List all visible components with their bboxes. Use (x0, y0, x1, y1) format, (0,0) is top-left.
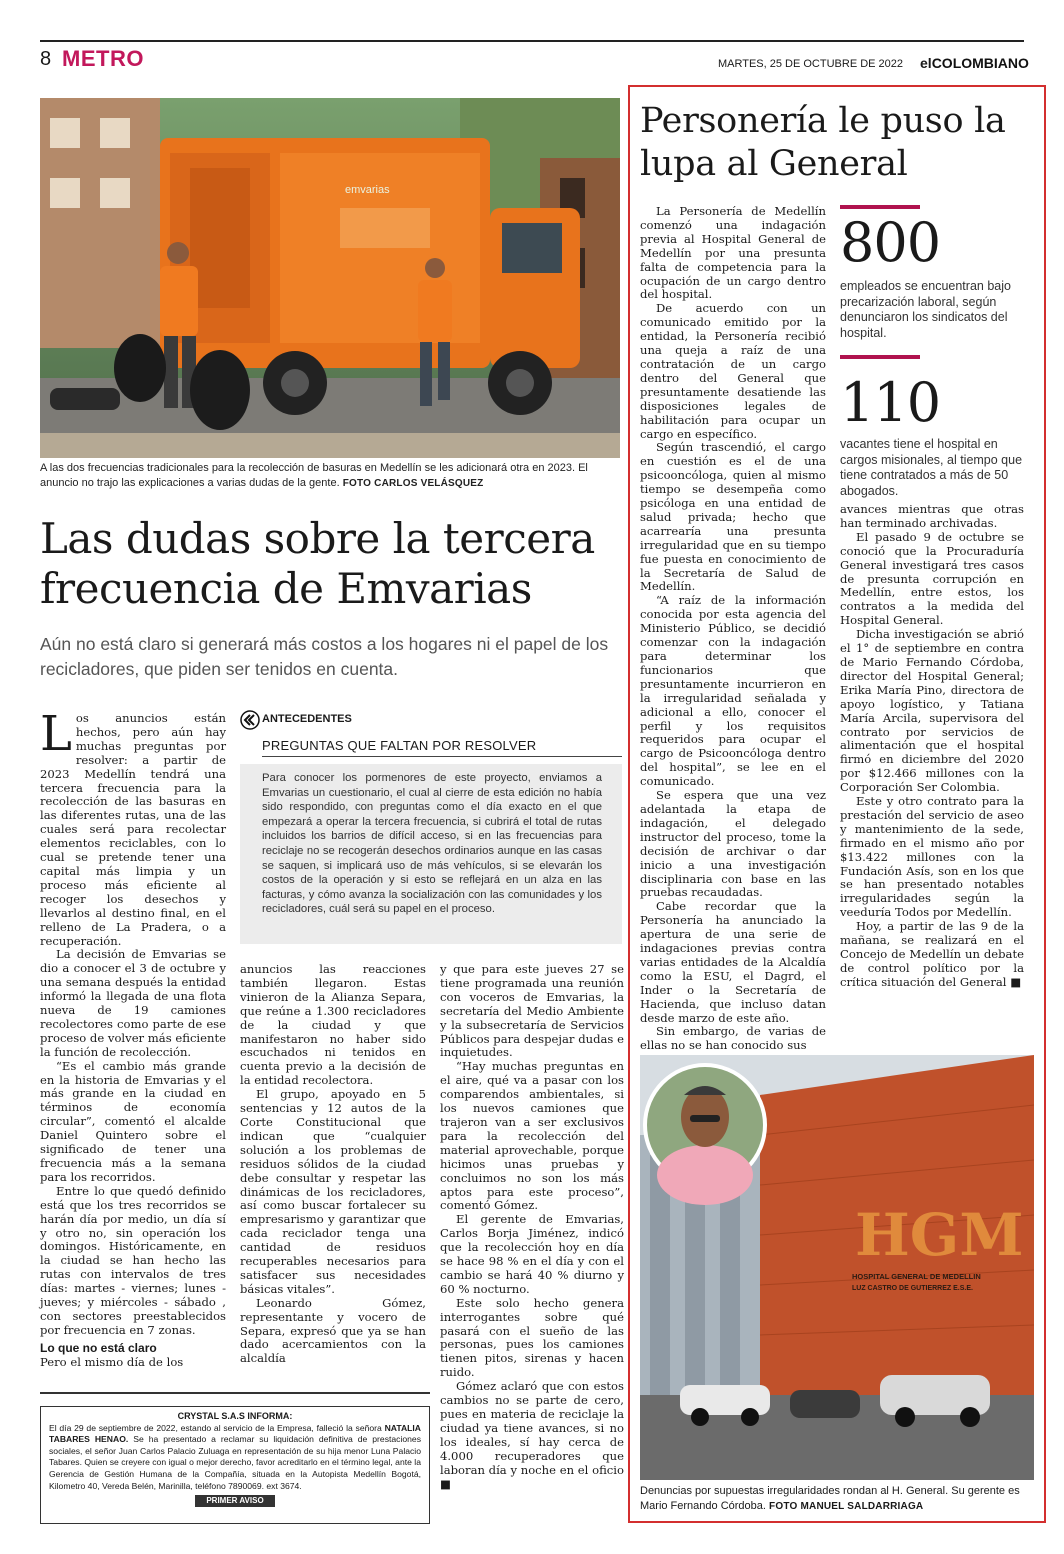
headline-emvarias: Las dudas sobre la tercera frecuencia de Emvarias (40, 514, 595, 613)
paragraph: Se espera que una vez adelantada la etapa de indagación, el delegado instructor del proceso, tome la decisión de archivar o dar inicio a una investigación disciplinaria con base en las pruebas recaudadas. (640, 788, 826, 900)
paragraph: El grupo, apoyado en 5 sentencias y 12 autos de la Corte Constitucional que indican que “cualquier solución a los problemas de residuos sólidos de la ciudad debe consultar y respetar las dinámicas de los recicladores, así como buscar fortalecer su empresarismo y garantizar que cada reciclador tenga una cantidad de residuos recuperables necesarios para satisfacer sus necesidades básicas vitales”. (240, 1087, 426, 1296)
paragraph: Hoy, a partir de las 9 de la mañana, se realizará en el Concejo de Medellín un debate de control político por la crítica situación del General (840, 919, 1024, 989)
article-column-2 (240, 963, 426, 1366)
paragraph: El pasado 9 de octubre se conoció que la Procuraduría General investigará tres casos de presunta corrupción en Medellín, entre estos, los contratos a la medida del Hospital General. (840, 529, 1024, 628)
dek-emvarias: Aún no está claro si generará más costos a los hogares ni el papel de los recicladores, que piden ser tenidos en cuenta. (40, 634, 609, 679)
article-column-4 (640, 205, 826, 1053)
legal-notice (40, 1406, 430, 1524)
notice-rule (40, 1392, 430, 1394)
double-chevron-left-icon (240, 710, 260, 730)
photo-credit-label: FOTO (769, 1501, 798, 1512)
paragraph: os anuncios están hechos, pero aún hay muchas preguntas por resolver: a partir de 2023 Medellín tendrá una tercera frecuencia para la recolección de las basuras en las diferentes rutas, una de las cuales será para recolectar elementos reciclables, con lo cual se pretende tener una capital más limpia y un proceso más eficiente al recoger los desechos y llevarlos al destino final, en el relleno de La Pradera, o a recuperación. (40, 711, 226, 948)
notice-title: CRYSTAL S.A.S INFORMA: (177, 1411, 293, 1421)
notice-body-rest: Se ha presentado a reclamar su liquidación definitiva de prestaciones sociales, el señor Juan Carlos Palacio Zuluaga en representación de su hija menor Luna Palacio Tabares. Quien se creyere con igual o mejor derecho, favor acreditarlo en el término legal, ante la Gerencia de Gestión Humana de la Compañía, situada en la Autopista Medellín Bogotá, Kilometro 40, Vereda Belén, Marinilla, teléfono 7890069. ext 3674. (49, 1434, 421, 1491)
section-name: METRO (62, 46, 144, 71)
paragraph: “Hay muchas preguntas en el aire, qué va a pasar con los comparendos ambientales, si los nuevos camiones que trajeron van a ser exclusivos para la recolección del material aprovechable, porque hicimos unas pruebas y concluimos no son los más aptos para este proceso”, comentó Gómez. (440, 1059, 624, 1213)
photo-credit-name: CARLOS VELÁSQUEZ (374, 478, 484, 489)
garbage-truck-photo (40, 98, 620, 458)
end-mark: ■ (440, 1476, 451, 1491)
paragraph: Cabe recordar que la Personería ha anunciado la apertura de una serie de indagaciones previas contra varias entidades de la Alcaldía como la ESU, el Dagrd, el Inder o la Secretaría de Hacienda, que incluso datan desde marzo de este año. (640, 899, 826, 1025)
stat-block-110 (840, 355, 1030, 499)
paragraph: De acuerdo con un comunicado emitido por la entidad, la Personería recibió una queja a raíz de una contratación de un cargo dentro del General que presuntamente desatiende las disposiciones legales de habilitación para ocupar un cargo en específico. (640, 301, 826, 441)
paragraph: Sin embargo, de varias de ellas no se han conocido sus (640, 1024, 826, 1053)
end-mark: ■ (1010, 974, 1022, 989)
paragraph: Este y otro contrato para la prestación del servicio de aseo y mantenimiento de la sede, firmado en el mismo año por $13.422 millones con la Fundación Asís, son en los que se han presentado notables irregularidades según la veeduría Todos por Medellín. (840, 794, 1024, 920)
sidebar-rule (262, 756, 622, 757)
page-number: 8 (40, 48, 52, 70)
paragraph: Este solo hecho genera interrogantes sobre qué pasará con el sueño de las personas, pues los camiones tienen pitos, sirenas y hacen ruido. (440, 1295, 624, 1380)
notice-name: NATALIA TABARES HENAO. (49, 1422, 421, 1445)
notice-body: El día 29 de septiembre de 2022, estando al servicio de la Empresa, falleció la señora (49, 1422, 385, 1433)
building-name-2: LUZ CASTRO DE GUTIERREZ E.S.E. (852, 1285, 973, 1292)
drop-cap: L (40, 706, 72, 762)
paragraph: La decisión de Emvarias se dio a conocer el 3 de octubre y una semana después la entidad informó la llegada de una flota nueva de 19 camiones recolectores como parte de ese proceso de volver más eficiente la función de recolección. (40, 947, 226, 1059)
stat-description: empleados se encuentran bajo precarización laboral, según denunciaron los sindicatos del hospital. (840, 279, 1011, 340)
paragraph: Dicha investigación se abrió el 1° de septiembre en contra de Mario Fernando Córdoba, director del Hospital General; Erika María Pino, directora de apoyo logístico, y Tatiana María Arcila, supervisora del contrato por servicios de alimentación que el hospital firmó en diciembre del 2020 por $12.466 millones con la Corporación Ser Colombia. (840, 627, 1024, 795)
subheading: Lo que no está claro (40, 1340, 157, 1355)
newspaper-logo (920, 55, 1029, 71)
headline-personeria: Personería le puso la lupa al General (640, 101, 1006, 184)
stat-accent-bar (840, 355, 920, 359)
article-column-1 (40, 706, 226, 1370)
paragraph: Según trascendió, el cargo en cuestión es el de una psicooncóloga, quien al mismo tiempo se desempeña como psicóloga en una entidad de salud privada; hecho que acarrearía una presunta irregularidad que en su tiempo fue puesta en conocimiento de la Secretaría de Salud de Medellín. (640, 440, 826, 594)
photo-caption-1 (40, 461, 624, 491)
issue-date: MARTES, 25 DE OCTUBRE DE 2022 (718, 58, 904, 70)
paragraph: Pero el mismo día de los (40, 1354, 184, 1369)
paragraph: “Es el cambio más grande en la historia de Emvarias y el más grande en la ciudad en términos de economía circular”, comentó el alcalde Daniel Quintero sobre el significado de tener una frecuencia más a la semana para los recorridos. (40, 1058, 226, 1184)
paragraph: y que para este jueves 27 se tiene programada una reunión con voceros de Emvarias, la secretaría del Medio Ambiente y la subsecretaría de Servicios Públicos para despejar dudas e inquietudes. (440, 962, 624, 1060)
truck-brand-text: emvarias (345, 184, 390, 196)
hospital-building-illustration (640, 1055, 1034, 1480)
sidebar-title: PREGUNTAS QUE FALTAN POR RESOLVER (262, 738, 537, 753)
notice-tag: PRIMER AVISO (195, 1495, 275, 1507)
paragraph: avances mientras que otras han terminado archivadas. (840, 502, 1024, 530)
photo-caption-text: A las dos frecuencias tradicionales para la recolección de basuras en Medellín se les adicionará otra en 2023. El anuncio no trajo las explicaciones a varias dudas de la gente. (40, 462, 588, 489)
stat-accent-bar (840, 205, 920, 209)
sidebar-tag: ANTECEDENTES (262, 713, 352, 725)
stat-number: 800 (840, 211, 941, 274)
top-rule (40, 40, 1024, 42)
stat-description: vacantes tiene el hospital en cargos misionales, al tiempo que tiene contratados a más de 50 abogados. (840, 437, 1023, 498)
photo-caption-2 (640, 1484, 1034, 1514)
paragraph: anuncios las reacciones también llegaron. Estas vinieron de la Alianza Separa, que reúne a 1.300 recicladores de la ciudad y que manifestaron no haber sido escuchados ni tenidos en cuenta previo a la decisión de la entidad recolectora. (240, 962, 426, 1088)
building-sign: HGM (855, 1201, 1024, 1269)
paragraph: Gómez aclaró que con estos cambios no se parte de cero, pues en materia de reciclaje la ciudad ya tiene avances, si no los ideales, sí hay cerca de 4.000 recuperadores que laboran día y noche en el oficio (440, 1379, 624, 1477)
photo-caption-text: Denuncias por supuestas irregularidades rondan al H. General. Su gerente es Mario Fernando Córdoba. (640, 1485, 1020, 1512)
article-column-5 (840, 503, 1024, 990)
paragraph: Entre lo que quedó definido está que los tres recorridos se harán día por medio, un día sí y otro no, sin operación los domingos. Históricamente, en la ciudad se han hecho las rutas con intervalos de tres días: martes - viernes; lunes - jueves; y miércoles - sábado , con sectores preestablecidos por frecuencia en 7 zonas. (40, 1183, 226, 1337)
hospital-photo (640, 1055, 1034, 1480)
article-column-3 (440, 963, 624, 1491)
sidebar-body: Para conocer los pormenores de este proyecto, enviamos a Emvarias un cuestionario, el cual al cierre de esta edición no había sido respondido, con preguntas como el día exacto en el que empezará a operar la tercera frecuencia, si cubrirá el total de rutas incluidos los barrios de difícil acceso, si en las frecuencias para reciclaje no se recogerán desechos ordinarios aunque en las casas se saquen, si implicará uso de más vehículos, si se elevarán los costos de la operación y si esto se reflejará en un alza en las facturas, y cómo avanza la socialización con las comunidades y los recicladores, cuál será su papel en el proceso. (240, 764, 622, 944)
brand-name: COLOMBIANO (931, 55, 1029, 71)
paragraph: Leonardo Gómez, representante y vocero de Separa, expresó que ya se han dado acercamientos con la alcaldía (240, 1295, 426, 1366)
photo-credit-name: MANUEL SALDARRIAGA (800, 1501, 924, 1512)
paragraph: La Personería de Medellín comenzó una indagación previa al Hospital General de Medellín por una presunta falta de competencia para la ocupación de un cargo dentro del hospital. (640, 204, 826, 302)
building-name: HOSPITAL GENERAL DE MEDELLIN (852, 1272, 981, 1281)
paragraph: “A raíz de la información conocida por esta agencia del Ministerio Público, se decidió comenzar con la indagación para determinar los funcionarios que presuntamente incurrieron en la irregularidad señalada y adicional a ello, conocer el perfil y los requisitos requeridos para ocupar el cargo de Psicooncóloga dentro del hospital”, se lee en el comunicado. (640, 593, 826, 789)
garbage-truck-illustration (40, 98, 620, 458)
stat-block-800 (840, 205, 1030, 341)
paragraph: El gerente de Emvarias, Carlos Borja Jiménez, indicó que la recolección hoy en día se hace 98 % en el día y con el cambio se hará 40 % diurno y 60 % nocturno. (440, 1212, 624, 1296)
photo-credit-label: FOTO (342, 478, 372, 489)
brand-prefix: el (920, 55, 932, 71)
stat-number: 110 (840, 371, 941, 434)
